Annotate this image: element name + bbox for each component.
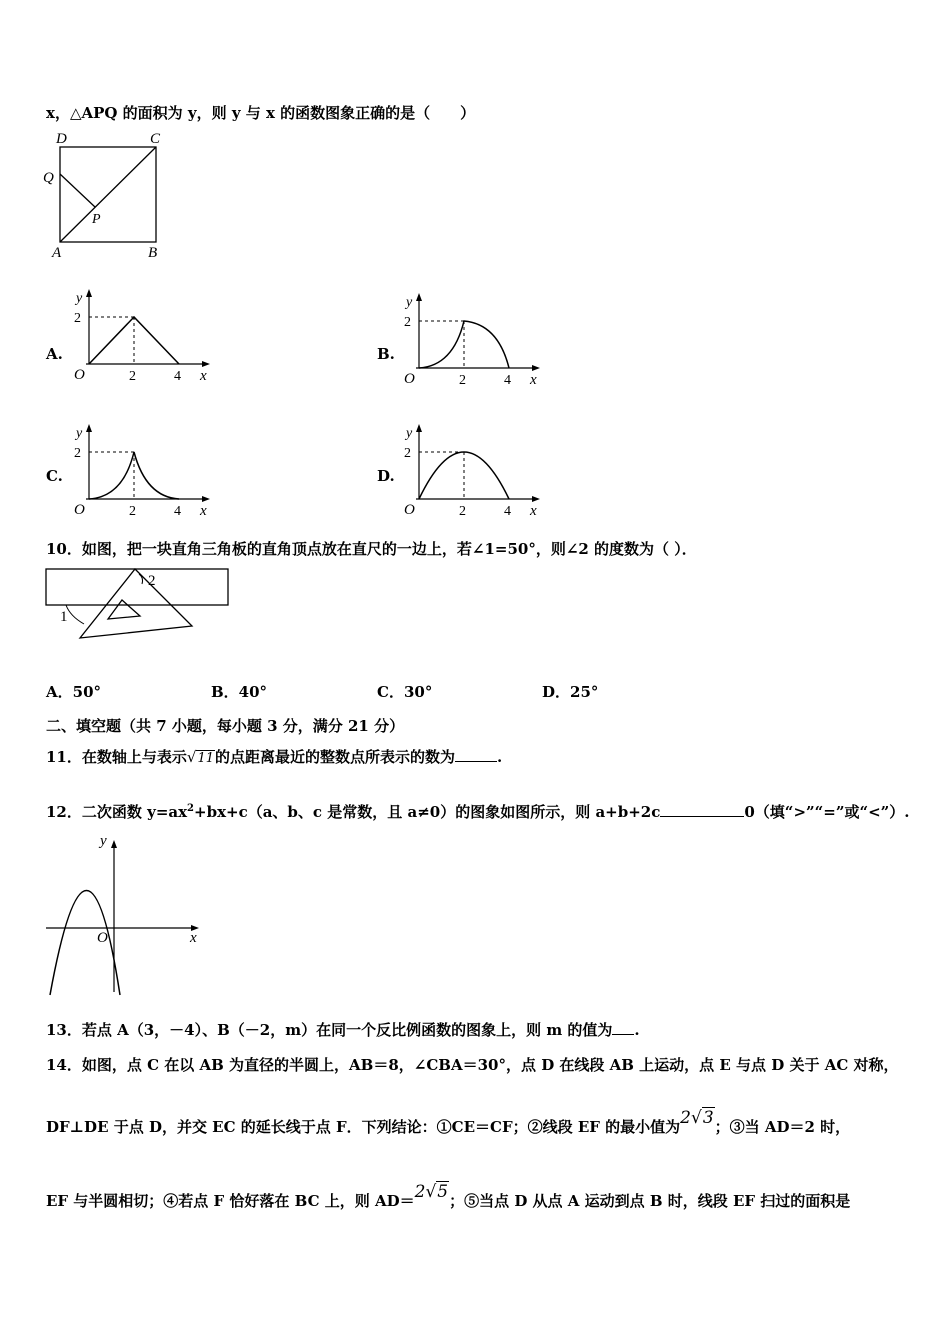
q12: 12．二次函数 $y=ax^2+bx+c(a$、b、c 是常数，且 a≠0）的图象如图所示，则 a+b+2c 0（填“>”“=”或“<”）. bbox=[46, 803, 910, 821]
svg-text:2: 2 bbox=[459, 504, 466, 519]
label-Q: Q bbox=[43, 170, 54, 186]
svg-text:x: x bbox=[200, 503, 207, 519]
label-C: C bbox=[150, 131, 161, 147]
svg-text:4: 4 bbox=[504, 373, 511, 388]
svg-text:O: O bbox=[404, 371, 415, 387]
svg-text:O: O bbox=[74, 502, 85, 518]
q12-parabola-graph bbox=[42, 830, 207, 998]
q14-line3: EF 与半圆相切；④若点 F 恰好落在 BC 上，则 AD＝2√5；⑤当点 D 从点 A 运动到点 B 时，线段 EF 扫过的面积是 bbox=[46, 1182, 851, 1210]
svg-text:y: y bbox=[406, 295, 413, 310]
label-B: B bbox=[148, 245, 158, 261]
q10-option-d[interactable]: D．25° bbox=[542, 683, 599, 701]
q10-stem: 10．如图，把一块直角三角板的直角顶点放在直尺的一边上，若∠1=50°，则∠2 的度数为（ ）． bbox=[46, 540, 697, 558]
svg-text:2: 2 bbox=[459, 373, 466, 388]
svg-text:y: y bbox=[406, 426, 413, 441]
q14-line1: 14．如图，点 C 在以 AB 为直径的半圆上，AB＝8，∠CBA＝30°，点 D 在线段 AB 上运动，点 E 与点 D 关于 AC 对称， bbox=[46, 1056, 899, 1074]
option-d-graph[interactable] bbox=[398, 421, 548, 521]
label-D: D bbox=[56, 131, 67, 147]
option-b-graph[interactable] bbox=[398, 290, 548, 390]
label-P: P bbox=[92, 212, 101, 227]
svg-text:y: y bbox=[100, 833, 107, 849]
svg-text:2: 2 bbox=[404, 446, 411, 461]
option-a-label[interactable]: A. bbox=[46, 345, 63, 363]
svg-text:4: 4 bbox=[504, 504, 511, 519]
option-a-graph[interactable] bbox=[68, 286, 218, 386]
q10-option-c[interactable]: C．30° bbox=[377, 683, 433, 701]
radical-11: √11 bbox=[186, 748, 214, 766]
svg-text:4: 4 bbox=[174, 504, 181, 519]
svg-text:2: 2 bbox=[129, 504, 136, 519]
svg-text:y: y bbox=[76, 291, 83, 306]
q13: 13．若点 A（3，－4）、B（－2，m）在同一个反比例函数的图象上，则 m 的值为 . bbox=[46, 1021, 640, 1039]
q11: 11．在数轴上与表示√11的点距离最近的整数点所表示的数为 . bbox=[46, 748, 503, 766]
svg-text:2: 2 bbox=[74, 311, 81, 326]
svg-text:2: 2 bbox=[129, 369, 136, 384]
svg-text:O: O bbox=[404, 502, 415, 518]
q9-square-figure bbox=[40, 128, 170, 262]
angle-1-label: 1 bbox=[60, 609, 68, 625]
svg-text:O: O bbox=[74, 367, 85, 383]
svg-text:4: 4 bbox=[174, 369, 181, 384]
svg-text:2: 2 bbox=[404, 315, 411, 330]
svg-text:x: x bbox=[530, 372, 537, 388]
q10-ruler-triangle-figure bbox=[44, 566, 234, 646]
option-d-label[interactable]: D. bbox=[377, 467, 395, 485]
label-A: A bbox=[52, 245, 62, 261]
angle-2-label: 2 bbox=[148, 573, 156, 589]
svg-text:y: y bbox=[76, 426, 83, 441]
svg-text:x: x bbox=[190, 930, 197, 946]
q9-stem: x，△APQ 的面积为 y，则 y 与 x 的函数图象正确的是（ ） bbox=[46, 104, 476, 122]
q14-line2: DF⊥DE 于点 D，并交 EC 的延长线于点 F．下列结论：①CE＝CF；②线段 EF 的最小值为2√3；③当 AD＝2 时， bbox=[46, 1108, 851, 1136]
option-c-graph[interactable] bbox=[68, 421, 218, 521]
svg-text:x: x bbox=[530, 503, 537, 519]
svg-text:O: O bbox=[97, 930, 108, 946]
q10-option-a[interactable]: A．50° bbox=[46, 683, 102, 701]
svg-text:2: 2 bbox=[74, 446, 81, 461]
section-2-heading: 二、填空题（共 7 小题，每小题 3 分，满分 21 分） bbox=[46, 717, 405, 735]
radical-2sqrt3: 2√3 bbox=[680, 1108, 714, 1128]
q10-option-b[interactable]: B．40° bbox=[211, 683, 268, 701]
svg-text:x: x bbox=[200, 368, 207, 384]
radical-2sqrt5: 2√5 bbox=[414, 1182, 449, 1202]
option-b-label[interactable]: B. bbox=[377, 345, 395, 363]
option-c-label[interactable]: C. bbox=[46, 467, 63, 485]
